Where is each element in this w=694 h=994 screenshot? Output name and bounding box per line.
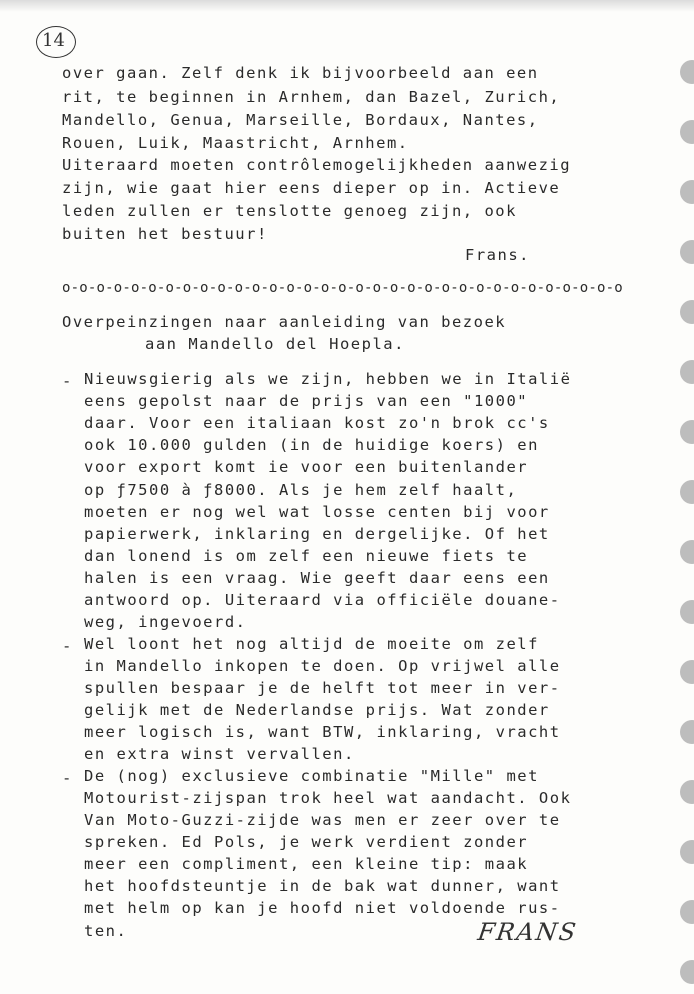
text-line: spreken. Ed Pols, je werk verdient zonder	[84, 833, 529, 851]
text-line: en extra winst vervallen.	[84, 745, 355, 763]
binder-holes	[664, 0, 694, 994]
text-line: rit, te beginnen in Arnhem, dan Bazel, Zurich,	[62, 88, 561, 106]
text-line: De (nog) exclusieve combinatie "Mille" met	[84, 767, 539, 785]
binder-hole	[680, 960, 694, 984]
article-heading: Overpeinzingen naar aanleiding van bezoek	[62, 313, 507, 331]
binder-hole	[680, 420, 694, 444]
text-line: Mandello, Genua, Marseille, Bordaux, Nantes,	[62, 111, 539, 129]
text-line: moeten er nog wel wat losse centen bij voor	[84, 503, 550, 521]
page-number	[42, 30, 65, 51]
text-line: buiten het bestuur!	[62, 225, 268, 243]
text-line: Motourist-zijspan trok heel wat aandacht. Ook	[84, 789, 572, 807]
binder-hole	[680, 900, 694, 924]
bullet-dash: -	[62, 769, 72, 787]
text-line: zijn, wie gaat hier eens dieper op in. Actieve	[62, 179, 561, 197]
text-line: ook 10.000 gulden (in de huidige koers) en	[84, 436, 539, 454]
text-line: het hoofdsteuntje in de bak wat dunner, want	[84, 877, 561, 895]
text-line: op ƒ7500 à ƒ8000. Als je hem zelf haalt,	[84, 481, 518, 499]
text-line: eens gepolst naar de prijs van een "1000"	[84, 392, 529, 410]
binder-hole	[680, 120, 694, 144]
bullet-dash: -	[62, 637, 72, 655]
text-line: ten.	[84, 922, 128, 940]
binder-hole	[680, 480, 694, 504]
text-line: meer een compliment, een kleine tip: maak	[84, 855, 529, 873]
text-line: dan lonend is om zelf een nieuwe fiets te	[84, 547, 529, 565]
text-line: Wel loont het nog altijd de moeite om zelf	[84, 635, 539, 653]
text-line: gelijk met de Nederlandse prijs. Wat zonder	[84, 701, 550, 719]
handwritten-signature: FRANS	[476, 918, 580, 946]
page-number-circle	[36, 26, 76, 58]
text-line: antwoord op. Uiteraard via officiële douane-	[84, 591, 561, 609]
text-line: leden zullen er tenslotte genoeg zijn, ook	[62, 202, 517, 220]
bullet-dash: -	[62, 372, 72, 390]
text-line: meer logisch is, want BTW, inklaring, vracht	[84, 723, 561, 741]
binder-hole	[680, 720, 694, 744]
binder-hole	[680, 180, 694, 204]
text-line: daar. Voor een italiaan kost zo'n brok cc's	[84, 414, 550, 432]
binder-hole	[680, 300, 694, 324]
binder-hole	[680, 360, 694, 384]
binder-hole	[680, 600, 694, 624]
text-line: Uiteraard moeten contrôlemogelijkheden aanwezig	[62, 156, 572, 174]
typed-signoff: Frans.	[465, 246, 530, 264]
text-line: weg, ingevoerd.	[84, 613, 247, 631]
page-top-edge	[0, 0, 694, 12]
separator-line: o-o-o-o-o-o-o-o-o-o-o-o-o-o-o-o-o-o-o-o-o-o-o-o-o-o-o-o-o-o-o-o-o	[62, 280, 623, 296]
binder-hole	[680, 840, 694, 864]
text-line: Rouen, Luik, Maastricht, Arnhem.	[62, 134, 409, 152]
binder-hole	[680, 540, 694, 564]
binder-hole	[680, 240, 694, 264]
text-line: spullen bespaar je de helft tot meer in ver-	[84, 679, 561, 697]
binder-hole	[680, 60, 694, 84]
text-line: halen is een vraag. Wie geeft daar eens een	[84, 569, 550, 587]
text-line: Nieuwsgierig als we zijn, hebben we in Italië	[84, 370, 572, 388]
text-line: papierwerk, inklaring en dergelijke. Of het	[84, 525, 550, 543]
page-number-text: 14	[42, 30, 65, 51]
text-line: Van Moto-Guzzi-zijde was men er zeer over te	[84, 811, 561, 829]
text-line: in Mandello inkopen te doen. Op vrijwel alle	[84, 657, 561, 675]
binder-hole	[680, 780, 694, 804]
text-line: met helm op kan je hoofd niet voldoende rus-	[84, 899, 561, 917]
binder-hole	[680, 660, 694, 684]
article-heading: aan Mandello del Hoepla.	[145, 335, 405, 353]
text-line: over gaan. Zelf denk ik bijvoorbeeld aan een	[62, 64, 539, 82]
text-line: voor export komt ie voor een buitenlander	[84, 458, 529, 476]
